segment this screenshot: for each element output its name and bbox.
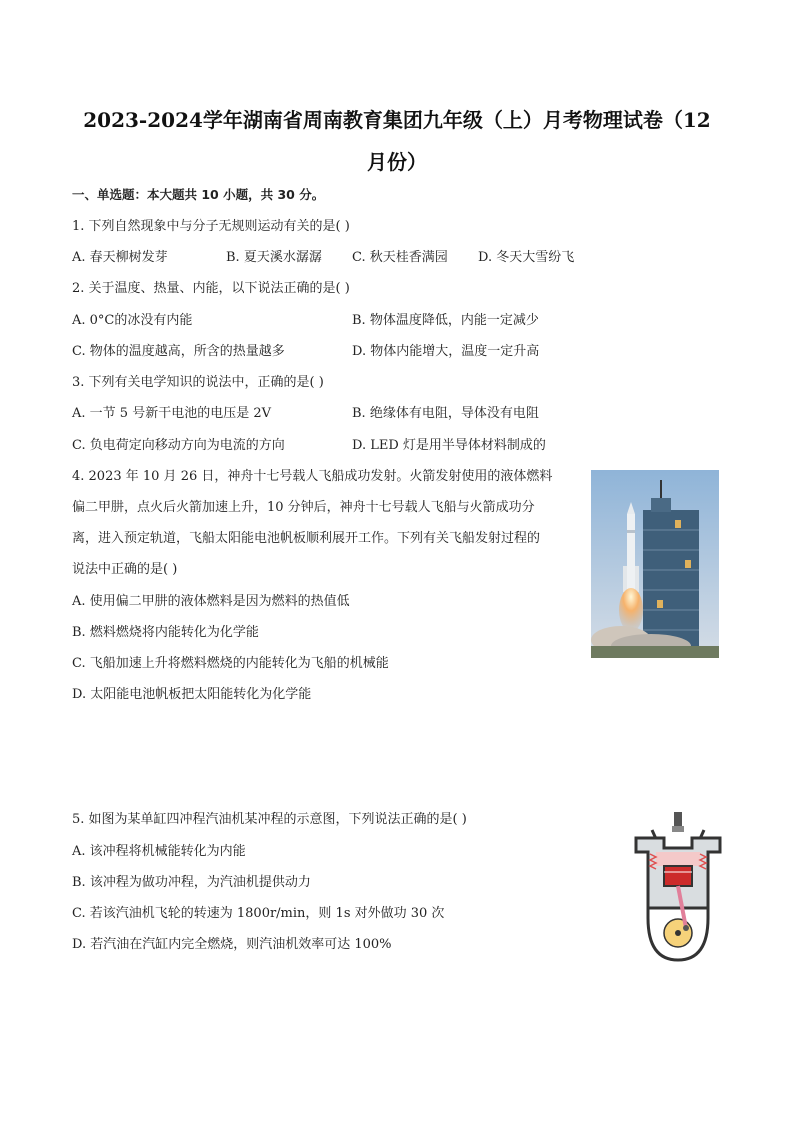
question-2-option-c[interactable]: C. 物体的温度越高，所含的热量越多 bbox=[72, 344, 285, 359]
question-2-stem: 2. 关于温度、热量、内能，以下说法正确的是( ) bbox=[72, 281, 350, 296]
question-2-option-b[interactable]: B. 物体温度降低，内能一定减少 bbox=[352, 313, 539, 328]
question-5-option-b[interactable]: B. 该冲程为做功冲程，为汽油机提供动力 bbox=[72, 875, 311, 890]
question-5-stem: 5. 如图为某单缸四冲程汽油机某冲程的示意图，下列说法正确的是( ) bbox=[72, 812, 467, 827]
question-4-option-c[interactable]: C. 飞船加速上升将燃料燃烧的内能转化为飞船的机械能 bbox=[72, 656, 389, 671]
question-3-option-b[interactable]: B. 绝缘体有电阻，导体没有电阻 bbox=[352, 406, 539, 421]
question-4-stem-line4: 说法中正确的是( ) bbox=[72, 562, 178, 577]
section-heading: 一、单选题：本大题共 10 小题，共 30 分。 bbox=[72, 187, 325, 202]
question-4-option-a[interactable]: A. 使用偏二甲肼的液体燃料是因为燃料的热值低 bbox=[72, 594, 350, 609]
question-4-option-d[interactable]: D. 太阳能电池帆板把太阳能转化为化学能 bbox=[72, 687, 312, 702]
question-5-option-a[interactable]: A. 该冲程将机械能转化为内能 bbox=[72, 844, 246, 859]
question-3-stem: 3. 下列有关电学知识的说法中，正确的是( ) bbox=[72, 375, 324, 390]
question-3-option-a[interactable]: A. 一节 5 号新干电池的电压是 2V bbox=[72, 406, 271, 421]
question-4-option-b[interactable]: B. 燃料燃烧将内能转化为化学能 bbox=[72, 625, 259, 640]
question-2-option-a[interactable]: A. 0°C的冰没有内能 bbox=[72, 313, 193, 328]
question-1-option-c[interactable]: C. 秋天桂香满园 bbox=[352, 250, 448, 265]
question-1-stem: 1. 下列自然现象中与分子无规则运动有关的是( ) bbox=[72, 219, 350, 234]
question-5-option-c[interactable]: C. 若该汽油机飞轮的转速为 1800r/min，则 1s 对外做功 30 次 bbox=[72, 906, 445, 921]
question-4-stem-line2: 偏二甲肼，点火后火箭加速上升，10 分钟后，神舟十七号载人飞船与火箭成功分 bbox=[72, 500, 535, 515]
exam-title-line2: 月份） bbox=[367, 150, 427, 174]
question-1-option-a[interactable]: A. 春天柳树发芽 bbox=[72, 250, 168, 265]
question-3-option-c[interactable]: C. 负电荷定向移动方向为电流的方向 bbox=[72, 438, 285, 453]
engine-stroke-diagram bbox=[630, 808, 726, 968]
question-5-option-d[interactable]: D. 若汽油在汽缸内完全燃烧，则汽油机效率可达 100% bbox=[72, 937, 392, 952]
rocket-launch-image bbox=[591, 470, 719, 658]
question-4-stem-line3: 离，进入预定轨道，飞船太阳能电池帆板顺利展开工作。下列有关飞船发射过程的 bbox=[72, 531, 541, 546]
question-3-option-d[interactable]: D. LED 灯是用半导体材料制成的 bbox=[352, 438, 546, 453]
question-4-stem-line1: 4. 2023 年 10 月 26 日，神舟十七号载人飞船成功发射。火箭发射使用的液体燃料 bbox=[72, 469, 553, 484]
question-2-option-d[interactable]: D. 物体内能增大，温度一定升高 bbox=[352, 344, 540, 359]
question-1-option-d[interactable]: D. 冬天大雪纷飞 bbox=[478, 250, 575, 265]
exam-title-line1: 2023-2024学年湖南省周南教育集团九年级（上）月考物理试卷（12 bbox=[83, 108, 711, 132]
question-1-option-b[interactable]: B. 夏天溪水潺潺 bbox=[226, 250, 322, 265]
